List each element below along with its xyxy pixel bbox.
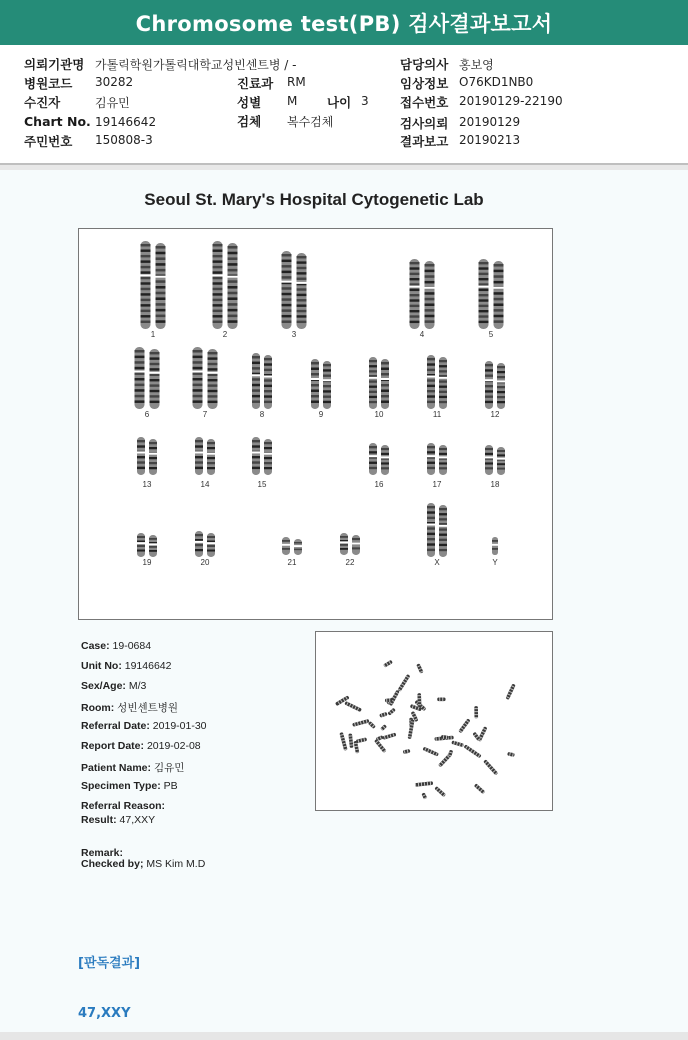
report-value: 20190213 [459, 133, 521, 147]
chromosome-pair [340, 533, 360, 555]
doctor-label: 담당의사 [400, 57, 449, 72]
sex-value: M [287, 94, 298, 108]
chromosome-pair [141, 241, 166, 329]
chromosome-label: 7 [202, 410, 208, 419]
receipt-value: 20190129-22190 [459, 94, 563, 108]
metaphase-chromosome [352, 719, 369, 727]
bottom-strip [0, 1032, 688, 1040]
case-row: Unit No: 19146642 [81, 660, 172, 672]
chromosome-pair [213, 241, 238, 329]
chromosome-label: 10 [374, 410, 384, 419]
lab-title: Seoul St. Mary's Hospital Cytogenetic Lab [144, 190, 484, 209]
judgment-value: 47,XXY [78, 1006, 131, 1021]
metaphase-chromosome [464, 744, 482, 758]
report-title: Chromosome test(PB) 검사결과보고서 [0, 0, 688, 45]
metaphase-chromosome [458, 718, 470, 733]
chart-label: Chart No. [24, 114, 91, 129]
case-row: Case: 19-0684 [81, 640, 152, 652]
metaphase-chromosome [417, 693, 421, 707]
case-row: Referral Date: 2019-01-30 [81, 720, 207, 732]
metaphase-chromosome [441, 735, 448, 739]
chromosome-pair [311, 359, 331, 409]
chromosome-label: 6 [144, 410, 150, 419]
chromosome-pair [427, 355, 447, 409]
metaphase-chromosome [505, 683, 515, 699]
dept-value: RM [287, 75, 306, 89]
report-label: 결과보고 [400, 134, 449, 149]
rrn-label: 주민번호 [24, 134, 73, 149]
chromosome-pair [492, 537, 498, 555]
metaphase-panel [315, 631, 553, 811]
chromosome-label: 11 [432, 410, 442, 419]
case-row: Checked by; MS Kim M.D [81, 858, 206, 870]
chromosome-label: 18 [490, 480, 500, 489]
case-row: Remark: [81, 847, 124, 859]
case-row: Report Date: 2019-02-08 [81, 740, 201, 752]
hospital-code-value: 30282 [95, 75, 134, 89]
metaphase-chromosome [380, 724, 387, 731]
metaphase-chromosome [507, 752, 515, 757]
case-row: Referral Reason: [81, 800, 166, 812]
metaphase-chromosome [383, 660, 393, 668]
metaphase-image [316, 632, 552, 810]
metaphase-chromosome [408, 719, 415, 739]
age-value: 3 [361, 94, 369, 108]
chromosome-pair [252, 437, 272, 475]
chromosome-pair [282, 537, 302, 555]
metaphase-chromosome [368, 721, 376, 729]
chromosome-label: 17 [432, 480, 442, 489]
clinical-label: 임상정보 [400, 76, 449, 91]
sex-label: 성별 [237, 95, 262, 110]
case-row: Room: 성빈센트병원 [81, 702, 179, 714]
chromosome-label: 20 [200, 558, 210, 567]
request-value: 20190129 [459, 115, 521, 129]
metaphase-chromosome [403, 749, 411, 754]
metaphase-chromosome [339, 732, 347, 751]
age-label: 나이 [327, 95, 352, 110]
chromosome-pair [137, 533, 157, 557]
request-label: 검사의뢰 [400, 116, 449, 131]
specimen-value: 복수검체 [287, 115, 334, 129]
chromosome-pair [137, 437, 157, 475]
cytogenetic-report [0, 170, 688, 1032]
metaphase-chromosome [385, 698, 392, 702]
metaphase-chromosome [387, 708, 396, 716]
chromosome-pair [135, 347, 160, 409]
chromosome-pair [427, 503, 447, 557]
chromosome-label: 15 [257, 480, 267, 489]
patient-label: 수진자 [24, 95, 61, 110]
receipt-label: 접수번호 [400, 95, 449, 110]
metaphase-chromosome [416, 663, 423, 673]
metaphase-chromosome [344, 701, 362, 712]
metaphase-chromosome [374, 739, 386, 753]
patient-value: 김유민 [95, 96, 130, 110]
metaphase-chromosome [379, 712, 387, 718]
metaphase-chromosome [421, 792, 427, 799]
clinical-value: O76KD1NB0 [459, 75, 534, 89]
chromosome-pair [485, 361, 505, 409]
chromosome-pair [485, 445, 505, 475]
chromosome-label: 2 [222, 330, 228, 339]
chromosome-label: 1 [150, 330, 156, 339]
chromosome-label: 9 [318, 410, 324, 419]
chromosome-label: 8 [259, 410, 265, 419]
chromosome-pair [410, 259, 435, 329]
chromosome-pair [252, 353, 272, 409]
judgment-label: [판독결과] [78, 956, 141, 971]
dept-label: 진료과 [237, 76, 274, 91]
metaphase-chromosome [474, 783, 486, 794]
chromosome-label: 4 [419, 330, 425, 339]
chromosome-label: 14 [200, 480, 210, 489]
chromosome-pair [479, 259, 504, 329]
chromosome-pair [193, 347, 218, 409]
case-row: Sex/Age: M/3 [81, 680, 147, 692]
chromosome-pair [369, 357, 389, 409]
metaphase-chromosome [356, 737, 367, 743]
chromosome-pair [195, 531, 215, 557]
metaphase-chromosome [382, 732, 396, 739]
metaphase-chromosome [474, 706, 478, 718]
chromosome-label: 21 [287, 558, 297, 567]
metaphase-chromosome [422, 747, 438, 757]
chromosome-pair [195, 437, 215, 475]
case-row: Patient Name: 김유민 [81, 762, 185, 774]
chromosome-pair [282, 251, 307, 329]
doctor-value: 홍보영 [459, 58, 494, 72]
chromosome-label: Y [492, 558, 498, 567]
rrn-value: 150808-3 [95, 133, 153, 147]
chromosome-pair [369, 443, 389, 475]
metaphase-chromosome [389, 690, 400, 706]
metaphase-chromosome [415, 781, 433, 786]
specimen-label: 검체 [237, 114, 262, 129]
case-row: Specimen Type: PB [81, 780, 178, 792]
metaphase-chromosome [437, 698, 445, 702]
chromosome-label: 12 [490, 410, 500, 419]
metaphase-chromosome [483, 759, 498, 775]
case-row: Result: 47,XXY [81, 814, 156, 826]
chromosome-label: 19 [142, 558, 152, 567]
metaphase-chromosome [434, 786, 446, 797]
chart-value: 19146642 [95, 115, 157, 129]
chromosome-label: 16 [374, 480, 384, 489]
institution-label: 의뢰기관명 [24, 57, 85, 72]
karyotype-panel [78, 228, 553, 620]
chromosome-label: 5 [488, 330, 494, 339]
chromosome-label: 22 [345, 558, 355, 567]
metaphase-chromosome [451, 740, 464, 747]
hospital-code-label: 병원코드 [24, 76, 73, 91]
chromosome-label: 3 [291, 330, 297, 339]
chromosome-label: X [434, 558, 440, 567]
institution-value: 가톨릭학원가톨릭대학교성빈센트병 / - [95, 58, 297, 72]
metaphase-chromosome [348, 733, 353, 748]
chromosome-pair [427, 443, 447, 475]
chromosome-label: 13 [142, 480, 152, 489]
karyotype-image [79, 229, 552, 619]
patient-info-section [0, 45, 688, 163]
metaphase-chromosome [397, 674, 410, 692]
